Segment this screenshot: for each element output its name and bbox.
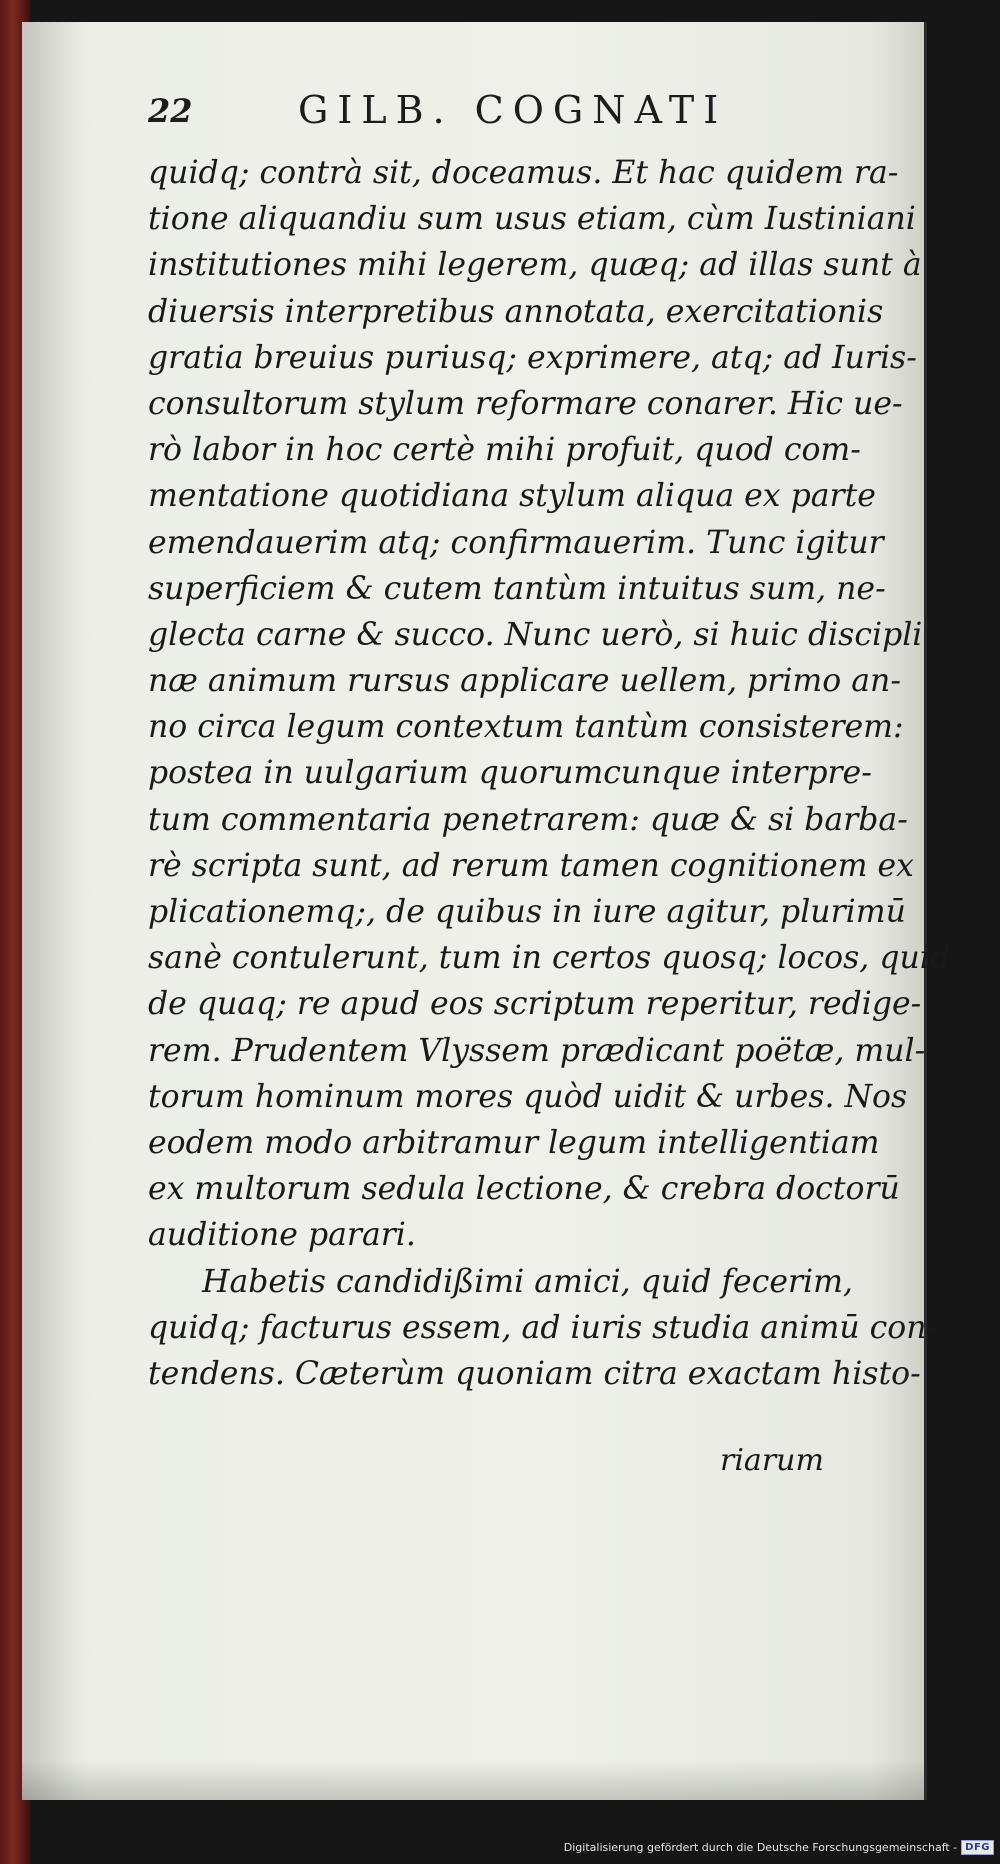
page-bottom-shadow: [22, 1760, 924, 1800]
text-line: superficiem & cutem tantùm intuitus sum, ne-: [148, 570, 886, 607]
text-line: sanè contulerunt, tum in certos quosq; locos, quid: [148, 940, 951, 977]
text-line: institutiones mihi legerem, quæq; ad illas sunt à: [148, 247, 922, 284]
text-line: de quaq; re apud eos scriptum reperitur, redige-: [148, 986, 922, 1023]
text-line-paragraph-start: Habetis candidißimi amici, quid fecerim,: [202, 1263, 853, 1300]
text-line: postea in uulgarium quorumcunque interpre-: [148, 755, 872, 792]
funding-credit: Digitalisierung gefördert durch die Deutsche Forschungsgemeinschaft -: [563, 1840, 958, 1854]
text-line: eodem modo arbitramur legum intelligentiam: [148, 1124, 880, 1161]
text-line: consultorum stylum reformare conarer. Hic ue-: [148, 385, 903, 422]
text-line: emendauerim atq; confirmauerim. Tunc igitur: [148, 524, 884, 561]
text-line: næ animum rursus applicare uellem, primo an-: [148, 663, 901, 700]
text-line: diuersis interpretibus annotata, exercitationis: [148, 293, 884, 330]
page-header: [148, 88, 768, 138]
text-line: no circa legum contextum tantùm consisterem:: [148, 709, 904, 746]
text-line: ex multorum sedula lectione, & crebra doctorū: [148, 1171, 900, 1208]
text-line: gratia breuius puriusq; exprimere, atq; ad Iuris-: [148, 339, 917, 376]
text-line: plicationemq;, de quibus in iure agitur, plurimū: [148, 894, 906, 930]
dfg-logo: DFG: [961, 1840, 994, 1855]
text-line: rem. Prudentem Vlyssem prædicant poëtæ, mul-: [148, 1032, 926, 1069]
text-line: tione aliquandiu sum usus etiam, cùm Iustiniani: [148, 201, 916, 238]
text-line: quidq; facturus essem, ad iuris studia animū con-: [148, 1309, 938, 1346]
page-gutter-shadow: [22, 22, 92, 1800]
catchword: riarum: [720, 1443, 824, 1478]
text-line: auditione parari.: [148, 1217, 416, 1254]
text-line: torum hominum mores quòd uidit & urbes. Nos: [148, 1078, 908, 1115]
text-line: rò labor in hoc certè mihi profuit, quod com-: [148, 432, 861, 469]
text-line: mentatione quotidiana stylum aliqua ex parte: [148, 478, 876, 515]
body-text: [148, 150, 951, 1397]
running-head: GILB. COGNATI: [298, 88, 728, 132]
text-line: quidq; contrà sit, doceamus. Et hac quidem ra-: [148, 155, 899, 191]
text-line: rè scripta sunt, ad rerum tamen cognitionem ex: [148, 847, 914, 884]
digitization-footer: [564, 1836, 994, 1858]
page-number: 22: [148, 92, 193, 130]
text-line: tendens. Cæterùm quoniam citra exactam histo-: [148, 1355, 921, 1392]
text-line: tum commentaria penetrarem: quæ & si barba-: [148, 801, 908, 838]
text-line: glecta carne & succo. Nunc uerò, si huic discipli: [148, 616, 923, 653]
